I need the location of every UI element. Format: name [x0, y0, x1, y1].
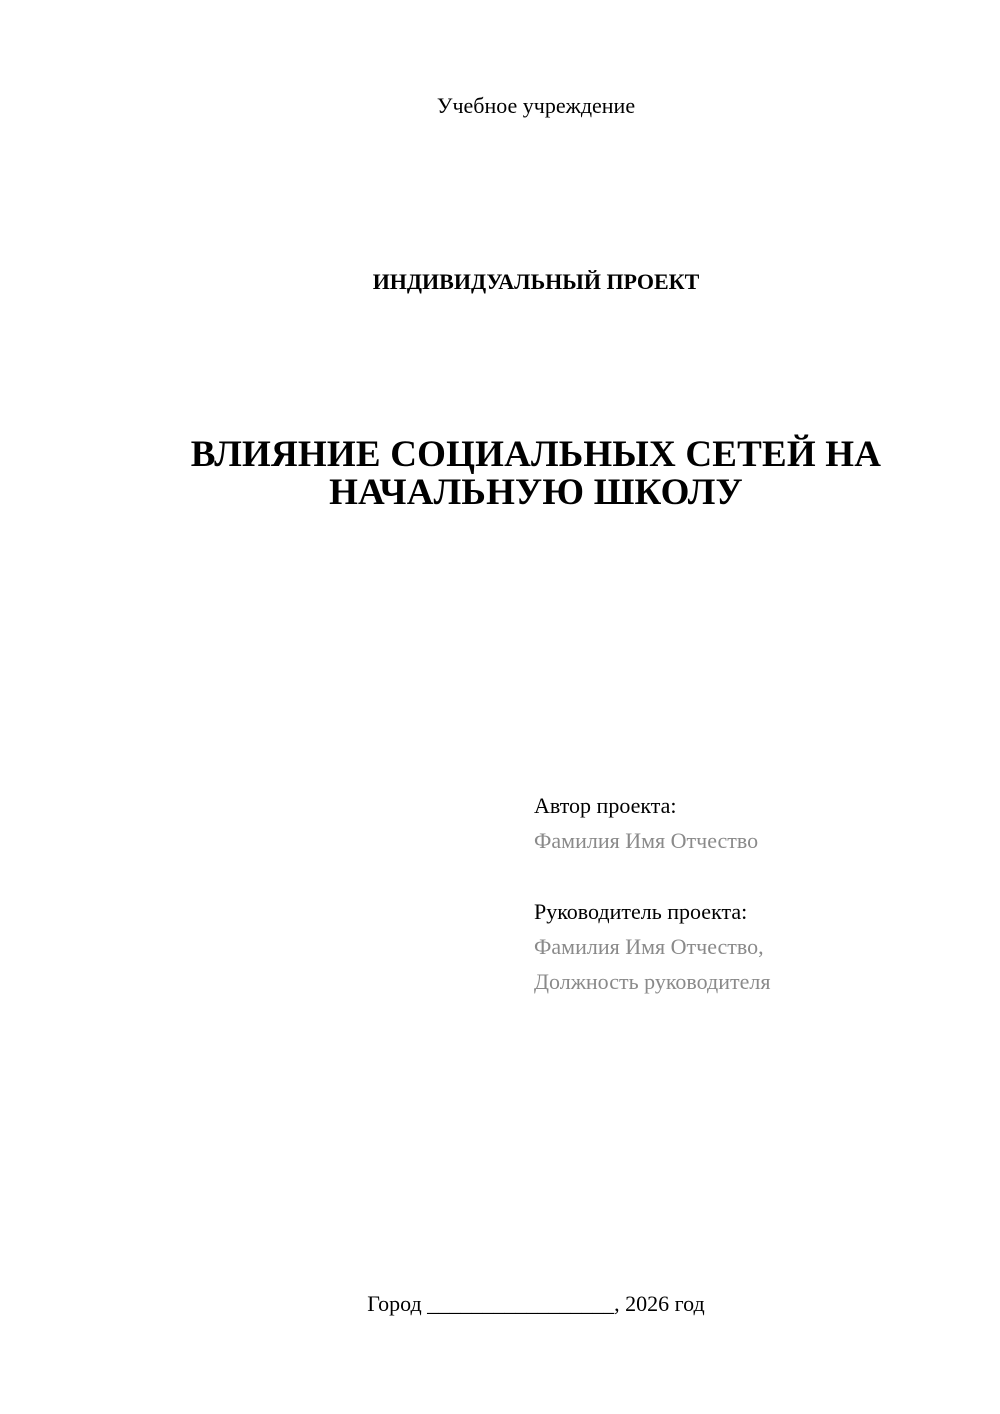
- supervisor-position-placeholder: Должность руководителя: [534, 969, 771, 994]
- institution-name: Учебное учреждение: [436, 93, 636, 118]
- supervisor-name-placeholder: Фамилия Имя Отчество,: [534, 934, 764, 959]
- credits-spacer: [534, 858, 974, 894]
- credits-block: [534, 788, 974, 999]
- project-title: [150, 436, 922, 512]
- city-year-line: Город _________________, 2026 год: [367, 1291, 705, 1316]
- author-label: Автор проекта:: [534, 793, 677, 818]
- supervisor-label: Руководитель проекта:: [534, 899, 748, 924]
- project-title-line-2: НАЧАЛЬНУЮ ШКОЛУ: [329, 472, 743, 513]
- author-name-placeholder: Фамилия Имя Отчество: [534, 828, 759, 853]
- document-type: ИНДИВИДУАЛЬНЫЙ ПРОЕКТ: [372, 269, 700, 294]
- project-title-line-1: ВЛИЯНИЕ СОЦИАЛЬНЫХ СЕТЕЙ НА: [190, 434, 882, 475]
